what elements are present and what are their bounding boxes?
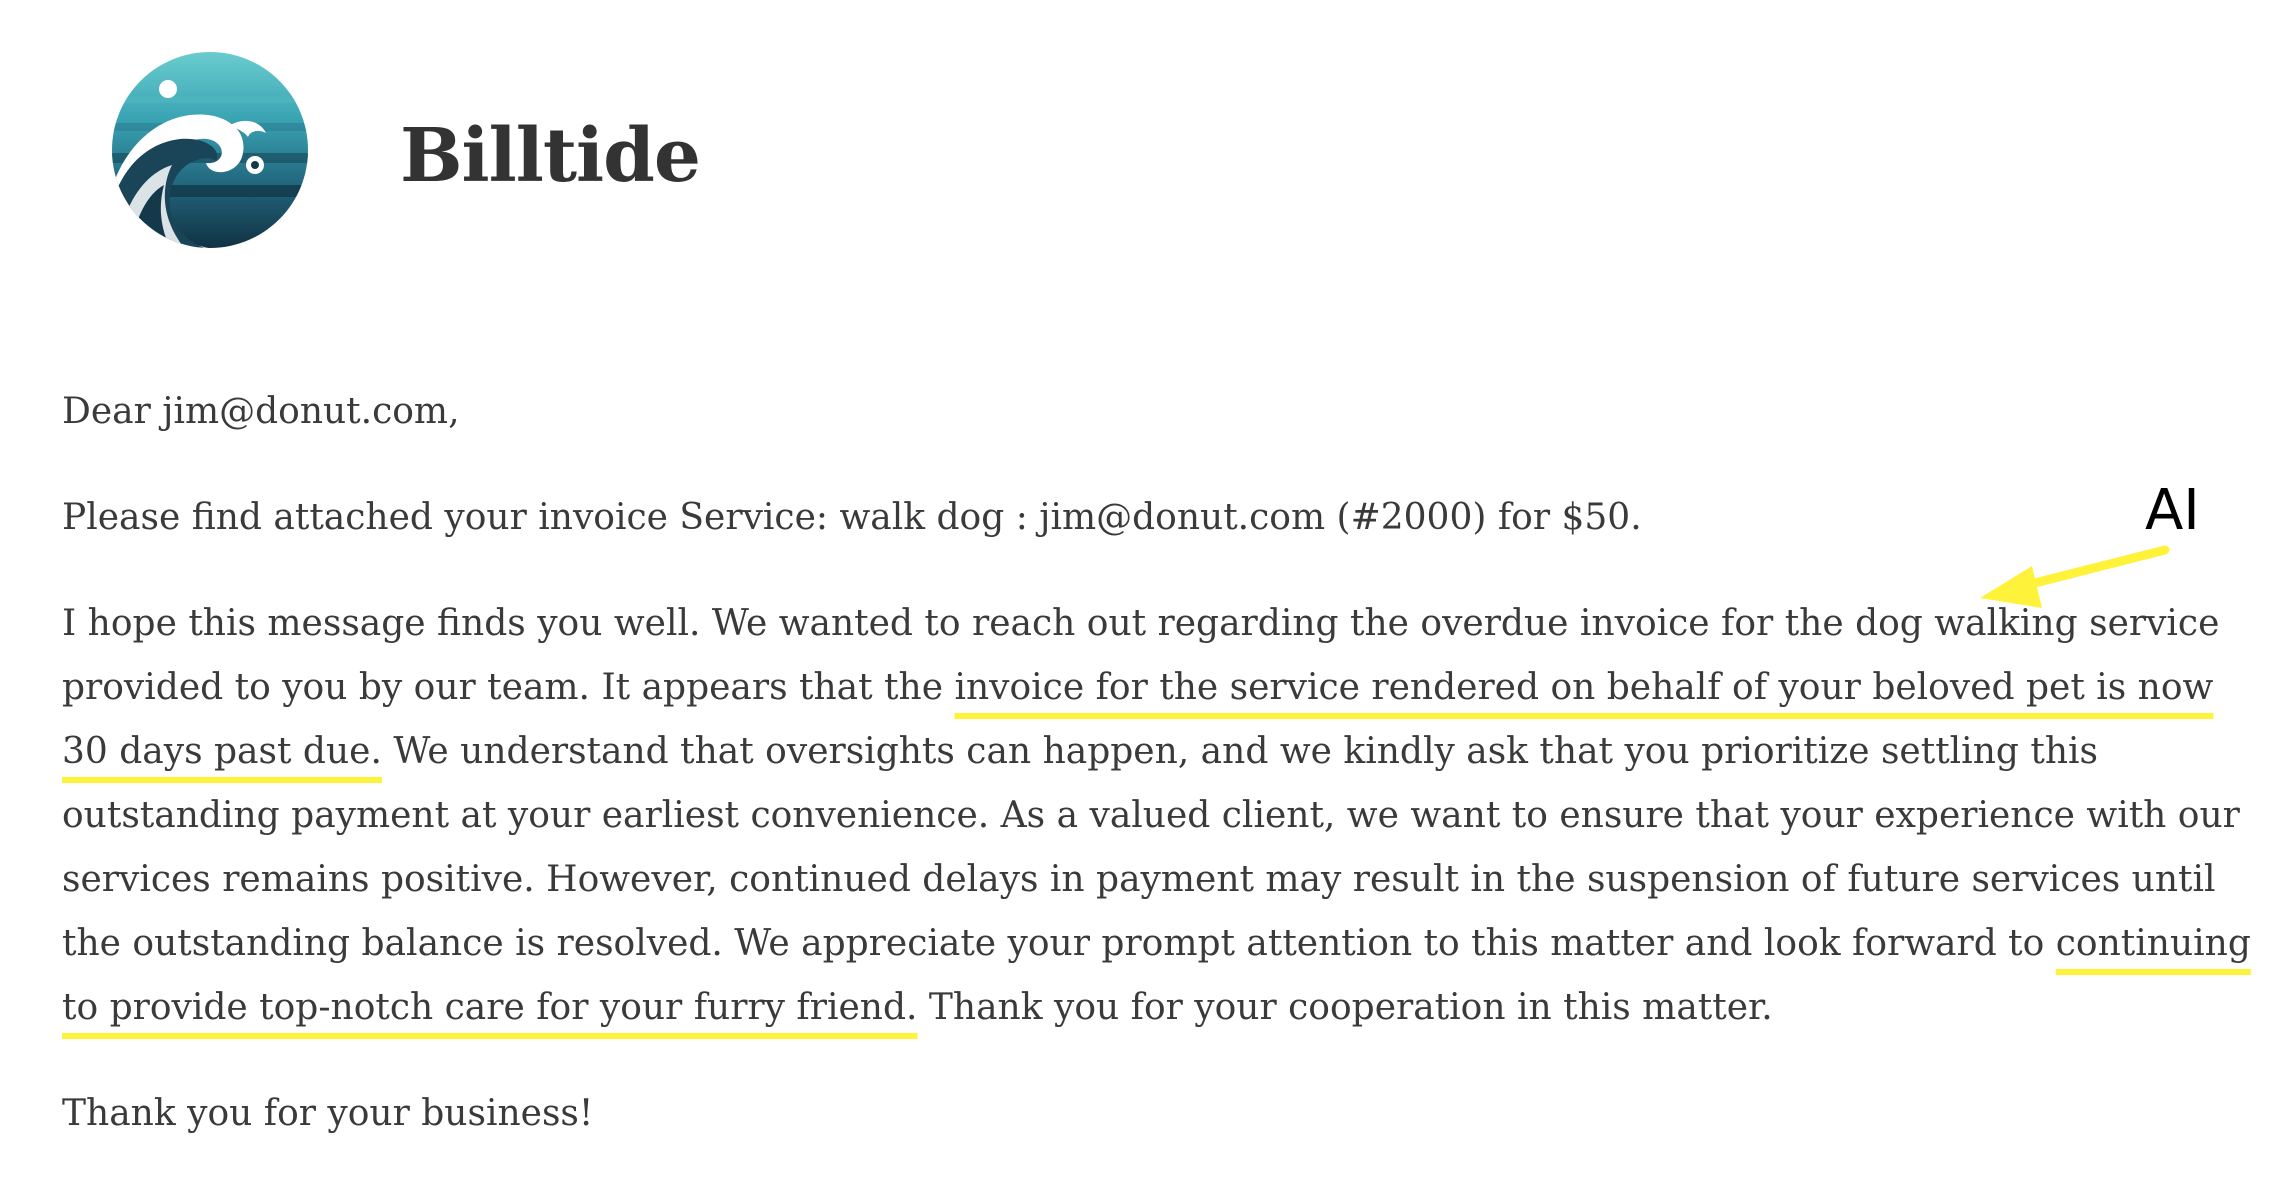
- message-text: I hope this message finds you well. We wanted to reach out regarding the overdue invoice for the dog walking service provided to you by our team. It appears that the: [62, 603, 2220, 708]
- greeting: Dear jim@donut.com,: [62, 391, 460, 432]
- brand-name: Billtide: [400, 113, 700, 199]
- invoice-attachment-line: Please find attached your invoice Service: walk dog : jim@donut.com (#2000) for $50.: [62, 497, 1642, 538]
- message-text: Thank you for your cooperation in this matter.: [917, 987, 1773, 1028]
- highlighted-text-overdue: invoice for the service rendered on behalf of your beloved pet is now 30 days past due.: [62, 667, 2214, 772]
- message-paragraph: [62, 592, 2262, 1040]
- closing-line: Thank you for your business!: [62, 1093, 594, 1134]
- wave-logo-icon: [110, 45, 310, 255]
- highlighted-text-care: continuing to provide top-notch care for your furry friend.: [62, 923, 2251, 1028]
- email-header: [110, 45, 700, 255]
- message-text: We understand that oversights can happen, and we kindly ask that you prioritize settling this outstanding payment at your earliest convenience. As a valued client, we want to ensure that your experience with our services remains positive. However, continued delays in payment may result in the suspension of future services until the outstanding balance is resolved. We appreciate your prompt attention to this matter and look forward to: [62, 731, 2240, 964]
- email-body: [62, 380, 2262, 1146]
- annotation-label: AI: [2145, 478, 2200, 543]
